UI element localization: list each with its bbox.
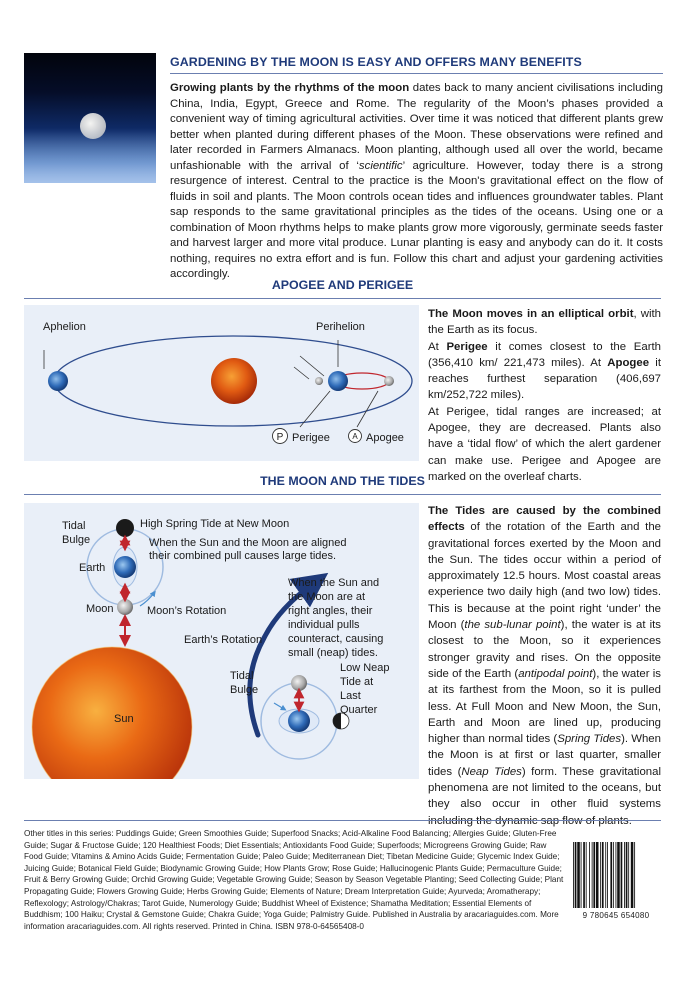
barcode-bar: [575, 842, 577, 908]
barcode-bar: [589, 842, 590, 908]
label-sun: Sun: [114, 713, 134, 725]
sun-big-icon: [32, 647, 192, 779]
barcode-bar: [613, 842, 614, 908]
apogee-text: The Moon moves in an elliptical orbit, with the Earth as its focus. At Perigee it comes closest to the Earth (356,410 km/ 221,473 miles). At Apogee it reaches furthest separation (406,697 km/252,722 miles). At Perigee, tidal ranges are increased; at Apogee, they are decreased. Plants also have a ‘tidal flow’ of which the alert gardener can make use. Perigee and Apogee are marked on the overleaf charts.: [428, 308, 661, 483]
label-earth: Earth: [79, 562, 106, 574]
moon-icon-perigee: [315, 377, 323, 385]
barcode-bar: [617, 842, 620, 908]
barcode-bar: [628, 842, 629, 908]
label-tidal-bulge-1b: Bulge: [62, 534, 91, 546]
earth-icon-aphelion: [48, 371, 68, 391]
label-apogee: Apogee: [366, 432, 404, 444]
title-rule: [170, 73, 663, 74]
barcode-bar: [600, 842, 601, 908]
barcode-bar: [607, 842, 608, 908]
label-aligned-2: their combined pull causes large tides.: [149, 550, 337, 562]
label-tidal-bulge-2a: Tidal: [230, 670, 254, 682]
earth-icon-perihelion: [328, 371, 348, 391]
section-title-apogee: APOGEE AND PERIGEE: [271, 278, 414, 292]
svg-text:P: P: [276, 432, 284, 443]
label-perihelion: Perihelion: [316, 321, 365, 333]
svg-text:A: A: [352, 432, 358, 441]
svg-text:small (neap) tides.: small (neap) tides.: [288, 647, 378, 659]
label-tidal-bulge-1a: Tidal: [62, 520, 86, 532]
label-aligned-1: When the Sun and the Moon are aligned: [149, 537, 347, 549]
label-tidal-bulge-2b: Bulge: [230, 684, 259, 696]
moon-icon-apogee: [384, 376, 394, 386]
earth-horizon-moon-photo: [24, 53, 156, 183]
svg-text:Last: Last: [340, 690, 361, 702]
label-earths-rotation: Earth’s Rotation: [184, 634, 263, 646]
label-moon: Moon: [86, 603, 114, 615]
section-title-tides: THE MOON AND THE TIDES: [260, 474, 425, 488]
svg-text:Tide at: Tide at: [340, 676, 374, 688]
section-rule-tides: [24, 494, 661, 495]
tides-text: The Tides are caused by the combined effects of the rotation of the Earth and the gravitational forces exerted by the Moon and the Sun. The tides occur within a period of approximately 12.5 hours. Most coastal areas experience two daily high (and two low) tides. This is because at the point right ‘under’ the Moon (the sub-lunar point), the water is at its closest to the Moon, so it experiences stronger gravity and rises. On the opposite side of the Earth (antipodal point), the water is at its farthest from the Moon, so it is pulled less. At Full Moon and New Moon, the Sun, Earth and Moon are lined up, producing higher than normal tides (Spring Tides). When the Moon is at first or last quarter, smaller tides (Neap Tides) form. These gravitational phenomena are not limited to the oceans, but they also occur in other fluid systems including the dynamic sap flow of plants.: [428, 505, 661, 827]
label-moons-rotation: Moon’s Rotation: [147, 605, 227, 617]
earth-icon-right: [288, 710, 310, 732]
barcode-bar: [631, 842, 634, 908]
barcode-bar: [626, 842, 628, 908]
barcode-bar: [581, 842, 582, 908]
barcode-bar: [616, 842, 617, 908]
label-perigee: Perigee: [292, 432, 330, 444]
svg-text:Quarter: Quarter: [340, 704, 378, 716]
intro-lead: Growing plants by the rhythms of the moon: [170, 82, 410, 94]
barcode-bar: [593, 842, 595, 908]
footer-rule: [24, 820, 661, 821]
label-high-spring: High Spring Tide at New Moon: [140, 518, 290, 530]
svg-text:counteract, causing: counteract, causing: [288, 633, 384, 645]
barcode: [571, 842, 661, 908]
barcode-bar: [610, 842, 612, 908]
sun-icon: [211, 358, 257, 404]
intro-italic: scientific: [358, 159, 403, 172]
barcode-bar: [592, 842, 593, 908]
moon-icon-right: [291, 675, 307, 691]
label-right-angle-1: When the Sun and: [288, 577, 380, 589]
earth-icon-left: [114, 556, 136, 578]
barcode-bar: [605, 842, 606, 908]
intro-paragraph: Growing plants by the rhythms of the moon dates back to many ancient civilisations including China, India, Egypt, Greece and Rome. The regularity of the Moon’s phases provided a convenient way of timing agricultural activities. Over time it was noticed that different plants grew better when planted during different phases of the Moon. These observations were refined and later recorded in Farmers Almanacs. Moon planting, although used all over the world, became unfashionable with the arrival of ‘scientific’ agriculture. However, today there is a strong resurgence of interest. Central to the practice is the Moon's gravitational effect on the flow of fluids in soil and plants. The Moon controls ocean tides and influences groundwater tables. Plant sap responds to the same gravitational principles as the tides of the oceans. Using one or a combination of Moon rhythms helps to make plants grow more vigorously, germinate seeds faster and harvest larger and more vital produce. Lunar planting is easy and anybody can do it. It costs nothing, requires no extra effort and is fun. Follow this chart and adjust your gardening activities accordingly.: [170, 82, 663, 280]
moon-icon-left: [117, 599, 133, 615]
svg-text:the Moon are at: the Moon are at: [288, 591, 366, 603]
barcode-number: 9 780645 654080: [582, 911, 650, 920]
barcode-bar: [634, 842, 635, 908]
new-moon-icon: [116, 519, 134, 537]
label-low-neap-1: Low Neap: [340, 662, 390, 674]
barcode-bar: [583, 842, 585, 908]
barcode-bar: [624, 842, 625, 908]
tides-diagram: [24, 503, 419, 779]
orbit-diagram: [24, 305, 419, 461]
barcode-bar: [586, 842, 587, 908]
footer-other-titles: Other titles in this series: Puddings Guide; Green Smoothies Guide; Superfood Snacks; Acid-Alkaline Food Balancing; Allergies Guide; Gluten-Free Guide; Sugar & Fructose Guide; 120 Healthiest Foods; Diet Essentials; Antioxidants Food Guide; Superfoods; Microgreens Growing Guide; Raw Food Guide; Vitamins & Amino Acids Guide; Fermentation Guide; Paleo Guide; Mediterranean Diet; Tibetan Medicine Guide; Glycemic Index Guide; Juicing Guide; Botanical Field Guide; Biodynamic Growing Guide; How Plants Grow; Rose Guide; Hallucinogenic Plants Guide; Permaculture Guide; Fruit & Berry Growing Guide; Orchid Growing Guide; Vegetable Growing Guide; Season by Season Vegetable Planting; Seed Collecting Guide; Plant Propagating Guide; Flowers Growing Guide; Herbs Growing Guide; Elements of Nature; Dream Interpretation Guide; Ayurveda; Aromatherapy; Reflexology; Astrology/Chakras; Tarot Guide, Numerology Guide; Buddhist Wheel of Existence; Shamatha Meditation; Essential Elements of Buddhism; 100 Haiku; Crystal & Gemstone Guide; Chakra Guide; Yoga Guide; Palmistry Guide. Published in Australia by aracariaguides.com. More information aracariaguides.com. All rights reserved. Printed in China. ISBN 978-0-64565408-0: [24, 829, 564, 931]
svg-text:individual pulls: individual pulls: [288, 619, 360, 631]
barcode-bar: [602, 842, 604, 908]
barcode-bar: [621, 842, 623, 908]
label-aphelion: Aphelion: [43, 321, 86, 333]
barcode-bar: [596, 842, 599, 908]
svg-text:right angles, their: right angles, their: [288, 605, 373, 617]
barcode-bar: [577, 842, 580, 908]
page-title: GARDENING BY THE MOON IS EASY AND OFFERS MANY BENEFITS: [170, 55, 582, 69]
barcode-bar: [573, 842, 574, 908]
section-rule-apogee: [24, 298, 661, 299]
